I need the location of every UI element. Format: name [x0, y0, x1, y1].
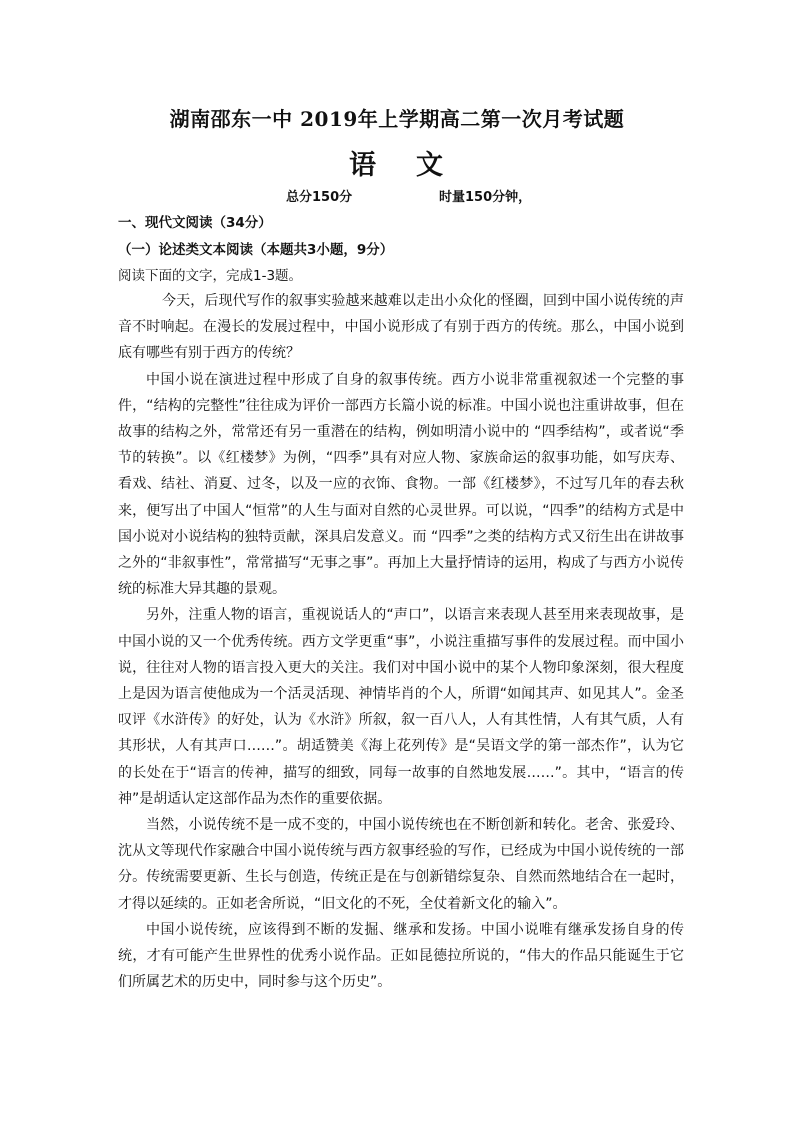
- exam-title: 湖南邵东一中 2019年上学期高二第一次月考试题: [169, 107, 625, 131]
- paragraph-4: 当然，小说传统不是一成不变的，中国小说传统也在不断创新和转化。老舍、张爱玲、沈从文等现代作家融合中国小说传统与西方叙事经验的写作，已经成为中国小说传统的一部分。传统需要更新、生长与创造，传统正是在与创新错综复杂、自然而然地结合在一起时，才得以延续的。正如老舍所说，“旧文化的不死，全仗着新文化的输入”。: [118, 817, 684, 912]
- article-body: [118, 288, 684, 995]
- time-limit: 时量150分钟，: [439, 190, 532, 205]
- section-heading: 一、现代文阅读（34分）: [118, 215, 272, 231]
- paragraph-3: 另外，注重人物的语言，重视说话人的“声口”，以语言来表现人甚至用来表现故事，是中国小说的又一个优秀传统。西方文学更重“事”，小说注重描写事件的发展过程。而中国小说，往往对人物的语言投入更大的关注。我们对中国小说中的某个人物印象深刻，很大程度上是因为语言使他成为一个活灵活现、神情毕肖的个人，所谓“如闻其声、如见其人”。金圣叹评《水浒传》的好处，认为《水浒》所叙，叙一百八人，人有其性情，人有其气质，人有其形状，人有其声口……”。胡适赞美《海上花列传》是“吴语文学的第一部杰作”，认为它的长处在于“语言的传神，描写的细致，同每一故事的自然地发展……”。其中，“语言的传神”是胡适认定这部作品为杰作的重要依据。: [118, 607, 684, 807]
- part-heading: （一）论述类文本阅读（本题共3小题，9分）: [118, 242, 394, 258]
- paragraph-1: 今天，后现代写作的叙事实验越来越难以走出小众化的怪圈，回到中国小说传统的声音不时响起。在漫长的发展过程中，中国小说形成了有别于西方的传统。那么，中国小说到底有哪些有别于西方的传统？: [118, 293, 684, 362]
- reading-instruction: 阅读下面的文字，完成1-3题。: [118, 268, 303, 284]
- paragraph-2: 中国小说在演进过程中形成了自身的叙事传统。西方小说非常重视叙述一个完整的事件，“结构的完整性”往往成为评价一部西方长篇小说的标准。中国小说也注重讲故事，但在故事的结构之外，常常还有另一重潜在的结构，例如明清小说中的 “四季结构”，或者说“季节的转换”。以《红楼梦》为例，“四季”具有对应人物、家族命运的叙事功能，如写庆寿、看戏、结社、消夏、过冬，以及一应的衣饰、食物。一部《红楼梦》，不过写几年的春去秋来，便写出了中国人“恒常”的人生与面对自然的心灵世界。可以说，“四季”的结构方式是中国小说对小说结构的独特贡献，深具启发意义。而 “四季”之类的结构方式又衍生出在讲故事之外的“非叙事性”，常常描写“无事之事”。再加上大量抒情诗的运用，构成了与西方小说传统的标准大异其趣的景观。: [118, 371, 684, 598]
- total-score: 总分150分: [286, 190, 353, 205]
- subject-char-2: 文: [416, 150, 445, 181]
- subject-title: [0, 143, 794, 182]
- subject-char-1: 语: [349, 150, 378, 181]
- paragraph-5: 中国小说传统，应该得到不断的发掘、继承和发扬。中国小说唯有继承发扬自身的传统，才有可能产生世界性的优秀小说作品。正如昆德拉所说的，“伟大的作品只能诞生于它们所属艺术的历史中，同时参与这个历史”。: [118, 921, 684, 991]
